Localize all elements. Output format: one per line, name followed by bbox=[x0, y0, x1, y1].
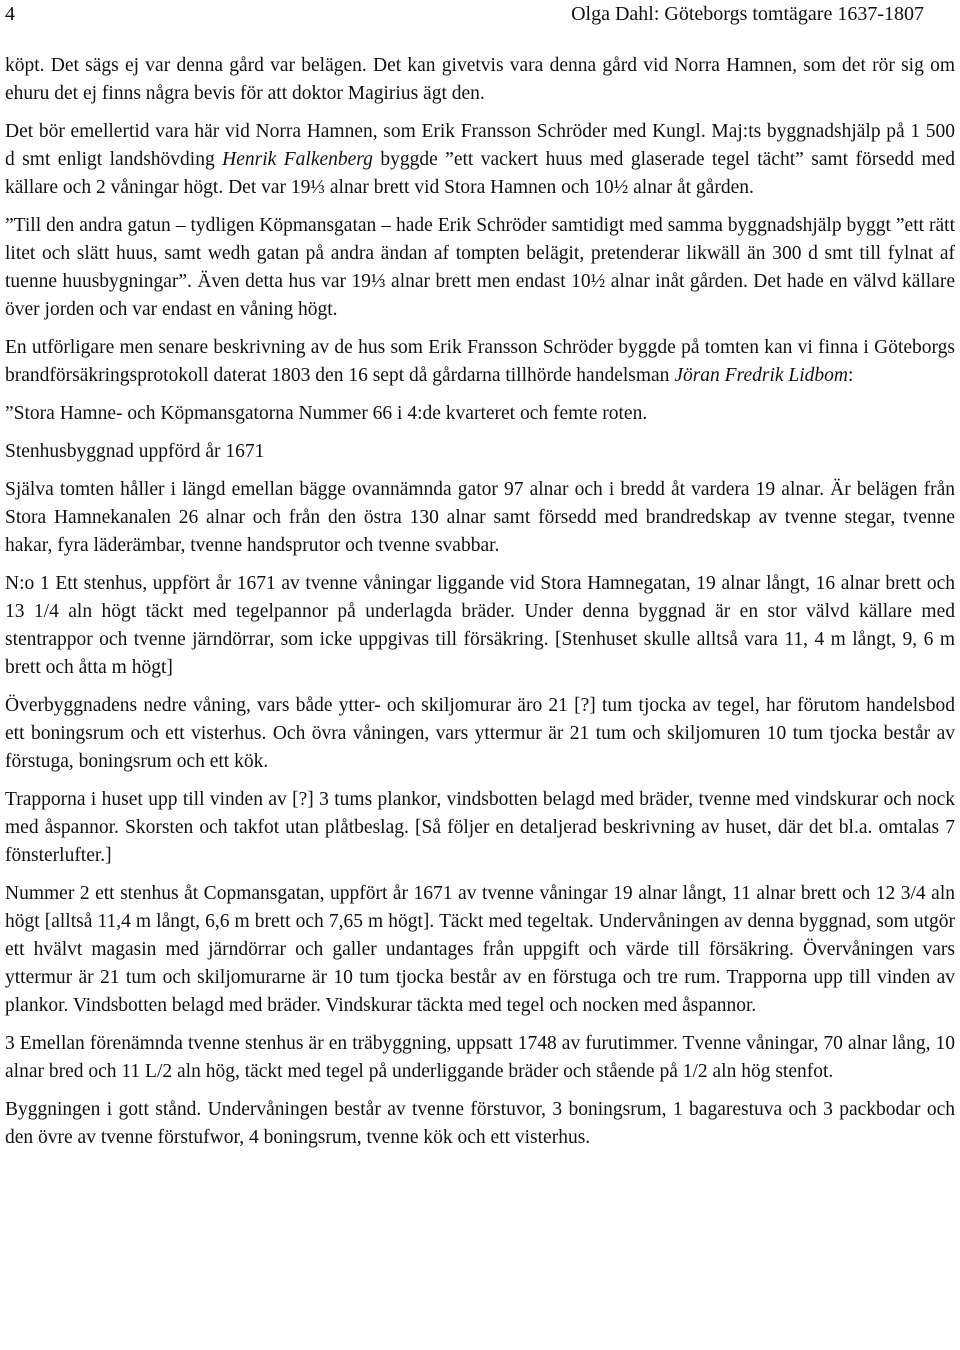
paragraph-3: ”Till den andra gatun – tydligen Köpmansgatan – hade Erik Schröder samtidigt med samma byggnadshjälp byggt ”ett rätt litet och slätt huus, samt wedh gatan på andra ändan af tompten belägit, pretenderar likwäll än 300 d smt till fylnat af tuenne huusbygningar”. Även detta hus var 19⅓ alnar brett men endast 10½ alnar inåt gården. Det hade en välvd källare över jorden och var endast en våning högt. bbox=[5, 215, 955, 320]
paragraph-11: Nummer 2 ett stenhus åt Copmansgatan, uppfört år 1671 av tvenne våningar 19 alnar långt, 11 alnar brett och 12 3/4 aln högt [alltså 11,4 m långt, 6,6 m brett och 7,65 m högt]. Täckt med tegeltak. Undervåningen av denna byggnad, som utgör ett hvälvt magasin med järndörrar och galler undantages från uppgift och värde till försäkring. Övervåningen vars yttermur är 21 tum och skiljomurarne är 10 tum tjocka består av en förstuga och tre rum. Trapporna upp till vinden av plankor. Vindsbotten belagd med bräder. Vindskurar täckta med tegel och nocken med åspannor. bbox=[5, 883, 955, 1016]
paragraph-2-text-a: Det bör emellertid vara här vid Norra Hamnen, som Erik Fransson Schröder med Kungl. Maj:ts byggnadshjälp på 1 500 d smt enligt landshövding bbox=[5, 121, 955, 170]
page-number: 4 bbox=[5, 3, 15, 25]
paragraph-8: N:o 1 Ett stenhus, uppfört år 1671 av tvenne våningar liggande vid Stora Hamnegatan, 19 alnar långt, 16 alnar brett och 13 1/4 aln högt täckt med tegelpannor på underlagda bräder. Under denna byggnad är en stor välvd källare med stentrappor och tvenne järndörrar, som icke uppgivas till försäkring. [Stenhuset skulle alltså vara 11, 4 m långt, 9, 6 m brett och åtta m högt] bbox=[5, 573, 955, 678]
paragraph-4-text-a: En utförligare men senare beskrivning av de hus som Erik Fransson Schröder byggde på tomten kan vi finna i Göteborgs brandförsäkringsprotokoll daterat 1803 den 16 sept då gårdarna tillhörde handelsman bbox=[5, 337, 955, 386]
running-title: Olga Dahl: Göteborgs tomtägare 1637-1807 bbox=[571, 3, 924, 25]
paragraph-4-text-b: : bbox=[848, 365, 854, 386]
person-name-henrik-falkenberg: Henrik Falkenberg bbox=[222, 149, 373, 170]
paragraph-13: Byggningen i gott stånd. Undervåningen består av tvenne förstuvor, 3 boningsrum, 1 bagarestuva och 3 packbodar och den övre av tvenne förstufwor, 4 boningsrum, tvenne kök och ett visterhus. bbox=[5, 1099, 955, 1148]
paragraph-2-text-b: byggde ”ett vackert huus med glaserade tegel tächt” samt försedd med källare och 2 våningar högt. Det var 19⅓ alnar brett vid Stora Hamnen och 10½ alnar åt gården. bbox=[5, 149, 955, 198]
paragraph-1: köpt. Det sägs ej var denna gård var belägen. Det kan givetvis vara denna gård vid Norra Hamnen, som det rör sig om ehuru det ej finns några bevis för att doktor Magirius ägt den. bbox=[5, 55, 955, 104]
paragraph-6: Stenhusbyggnad uppförd år 1671 bbox=[5, 441, 265, 462]
page-header bbox=[5, 0, 955, 30]
person-name-joran-fredrik-lidbom: Jöran Fredrik Lidbom bbox=[674, 365, 848, 386]
paragraph-9: Överbyggnadens nedre våning, vars både ytter- och skiljomurar äro 21 [?] tum tjocka av tegel, har förutom handelsbod ett boningsrum och ett visterhus. Och övra våningen, vars yttermur är 21 tum och skiljomuren 10 tum tjocka består av förstuga, boningsrum och ett kök. bbox=[5, 695, 955, 772]
paragraph-4 bbox=[5, 334, 955, 390]
paragraph-7: Själva tomten håller i längd emellan bägge ovannämnda gator 97 alnar och i bredd åt vardera 19 alnar. Är belägen från Stora Hamnekanalen 26 alnar och från den östra 130 alnar samt försedd med brandredskap av tvenne stegar, tvenne hakar, fyra läderämbar, tvenne handsprutor och tvenne svabbar. bbox=[5, 479, 955, 556]
paragraph-10: Trapporna i huset upp till vinden av [?] 3 tums plankor, vindsbotten belagd med bräder, tvenne med vindskurar och nock med åspannor. Skorsten och takfot utan plåtbeslag. [Så följer en detaljerad beskrivning av huset, där det bl.a. omtalas 7 fönsterlufter.] bbox=[5, 789, 955, 866]
paragraph-2 bbox=[5, 118, 955, 202]
paragraph-5: ”Stora Hamne- och Köpmansgatorna Nummer 66 i 4:de kvarteret och femte roten. bbox=[5, 403, 648, 424]
paragraph-12: 3 Emellan förenämnda tvenne stenhus är en träbyggning, uppsatt 1748 av furutimmer. Tvenne våningar, 70 alnar lång, 10 alnar bred och 11 L/2 aln hög, täckt med tegel på underliggande bräder och stående på 1/2 aln hög stenfot. bbox=[5, 1033, 955, 1082]
